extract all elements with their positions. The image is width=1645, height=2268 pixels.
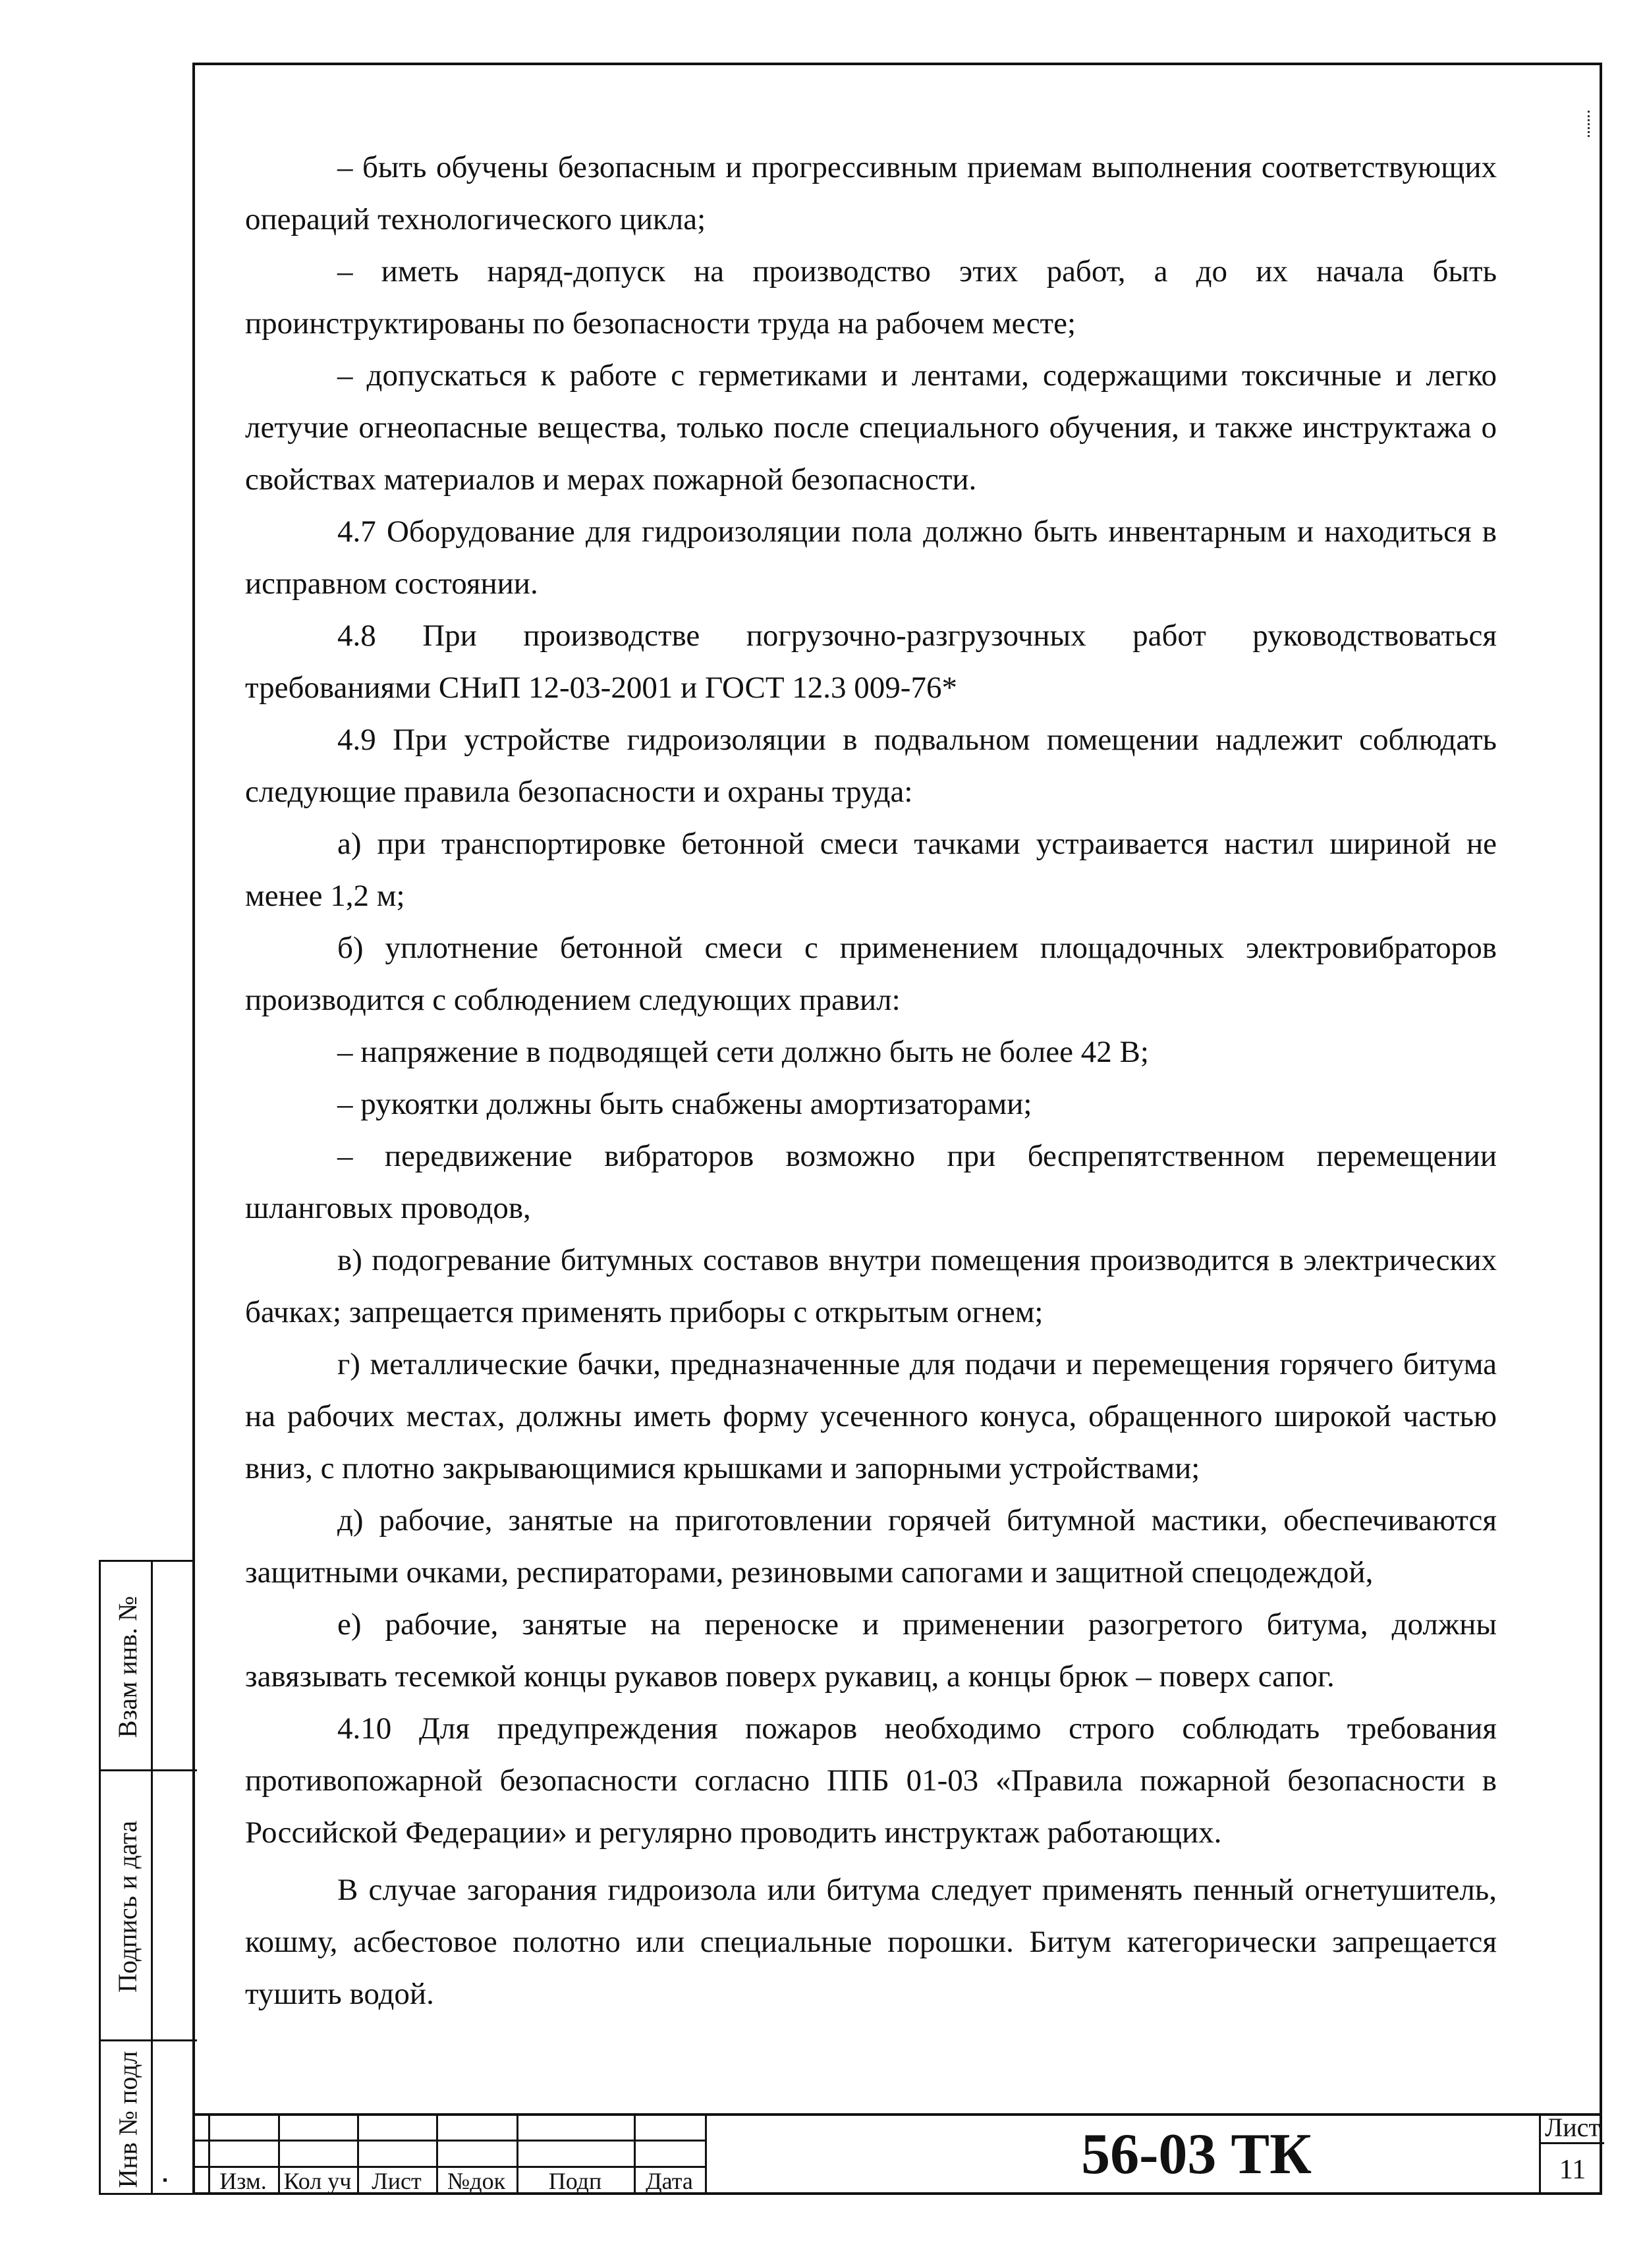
- paragraph: – рукоятки должны быть снабжены амортизаторами;: [337, 1087, 1032, 1121]
- sheet-box: [1539, 2113, 1604, 2195]
- revision-grid: [195, 2113, 705, 2195]
- paragraph: в) подогревание битумных составов внутри помещения производится в электрических бачках; запрещается применять приборы с открытым огнем;: [245, 1243, 1497, 1329]
- paragraph: д) рабочие, занятые на приготовлении горячей битумной мастики, обеспечиваются защитными очками, респираторами, резиновыми сапогами и защитной спецодеждой,: [245, 1503, 1497, 1590]
- paragraph: е) рабочие, занятые на переноске и применении разогретого битума, должны завязывать тесемкой концы рукавов поверх рукавиц, а концы брюк – поверх сапог.: [245, 1607, 1497, 1694]
- title-block-divider: [705, 2113, 707, 2195]
- paragraph: 4.7 Оборудование для гидроизоляции пола должно быть инвентарным и находиться в исправном состоянии.: [245, 514, 1497, 601]
- paragraph: 4.8 При производстве погрузочно-разгрузочных работ руководствоваться требованиями СНиП 12-03-2001 и ГОСТ 12.3 009-76*: [245, 619, 1497, 705]
- paragraph: 4.9 При устройстве гидроизоляции в подвальном помещении надлежит соблюдать следующие правила безопасности и охраны труда:: [245, 723, 1497, 809]
- col-label: Кол уч: [283, 2168, 352, 2194]
- side-stamp: [99, 1560, 195, 2195]
- paragraph: – быть обучены безопасным и прогрессивным приемам выполнения соответствующих операций технологического цикла;: [245, 150, 1497, 236]
- paragraph: 4.10 Для предупреждения пожаров необходимо строго соблюдать требования противопожарной безопасности согласно ППБ 01-03 «Правила пожарной безопасности в Российской Федерации» и регулярно проводить инструктаж работающих.: [245, 1711, 1497, 1850]
- edge-mark: [1588, 111, 1592, 137]
- paragraph: В случае загорания гидроизола или битума следует применять пенный огнетушитель, кошму, асбестовое полотно или специальные порошки. Битум категорически запрещается тушить водой.: [245, 1873, 1497, 2011]
- paragraph: г) металлические бачки, предназначенные для подачи и перемещения горячего битума на рабочих местах, должны иметь форму усеченного конуса, обращенного широкой частью вниз, с плотно закрывающимися крышками и запорными устройствами;: [245, 1347, 1497, 1485]
- paragraph: а) при транспортировке бетонной смеси тачками устраивается настил шириной не менее 1,2 м;: [245, 827, 1497, 913]
- sheet-number: 11: [1559, 2155, 1586, 2185]
- mark-dot: [163, 2178, 167, 2182]
- col-label: Лист: [372, 2168, 422, 2194]
- paragraph: – допускаться к работе с герметиками и лентами, содержащими токсичные и легко летучие огнеопасные вещества, только после специального обучения, и также инструктажа о свойствах материалов и мерах пожарной безопасности.: [245, 358, 1497, 497]
- title-block: [195, 2113, 1602, 2195]
- document-body: [245, 142, 1497, 2020]
- paragraph: – иметь наряд-допуск на производство этих работ, а до их начала быть проинструктированы по безопасности труда на рабочем месте;: [245, 254, 1497, 341]
- grid-line: [195, 2140, 705, 2142]
- side-label-replacement: Взам инв. №: [113, 1595, 143, 1738]
- sheet-label: Лист: [1541, 2113, 1604, 2144]
- col-label: №док: [447, 2168, 506, 2194]
- col-label: Изм.: [219, 2168, 267, 2194]
- side-label-signature: Подпись и дата: [113, 1820, 143, 1993]
- col-label: Дата: [646, 2168, 693, 2194]
- col-label: Подп: [548, 2168, 602, 2194]
- document-code: 56-03 ТК: [1081, 2122, 1312, 2186]
- side-label-inventory: Инв № подл: [113, 2051, 143, 2188]
- paragraph: – передвижение вибраторов возможно при беспрепятственном перемещении шланговых проводов,: [245, 1139, 1497, 1225]
- paragraph: – напряжение в подводящей сети должно быть не более 42 В;: [337, 1035, 1149, 1069]
- paragraph: б) уплотнение бетонной смеси с применением площадочных электровибраторов производится с соблюдением следующих правил:: [245, 931, 1497, 1017]
